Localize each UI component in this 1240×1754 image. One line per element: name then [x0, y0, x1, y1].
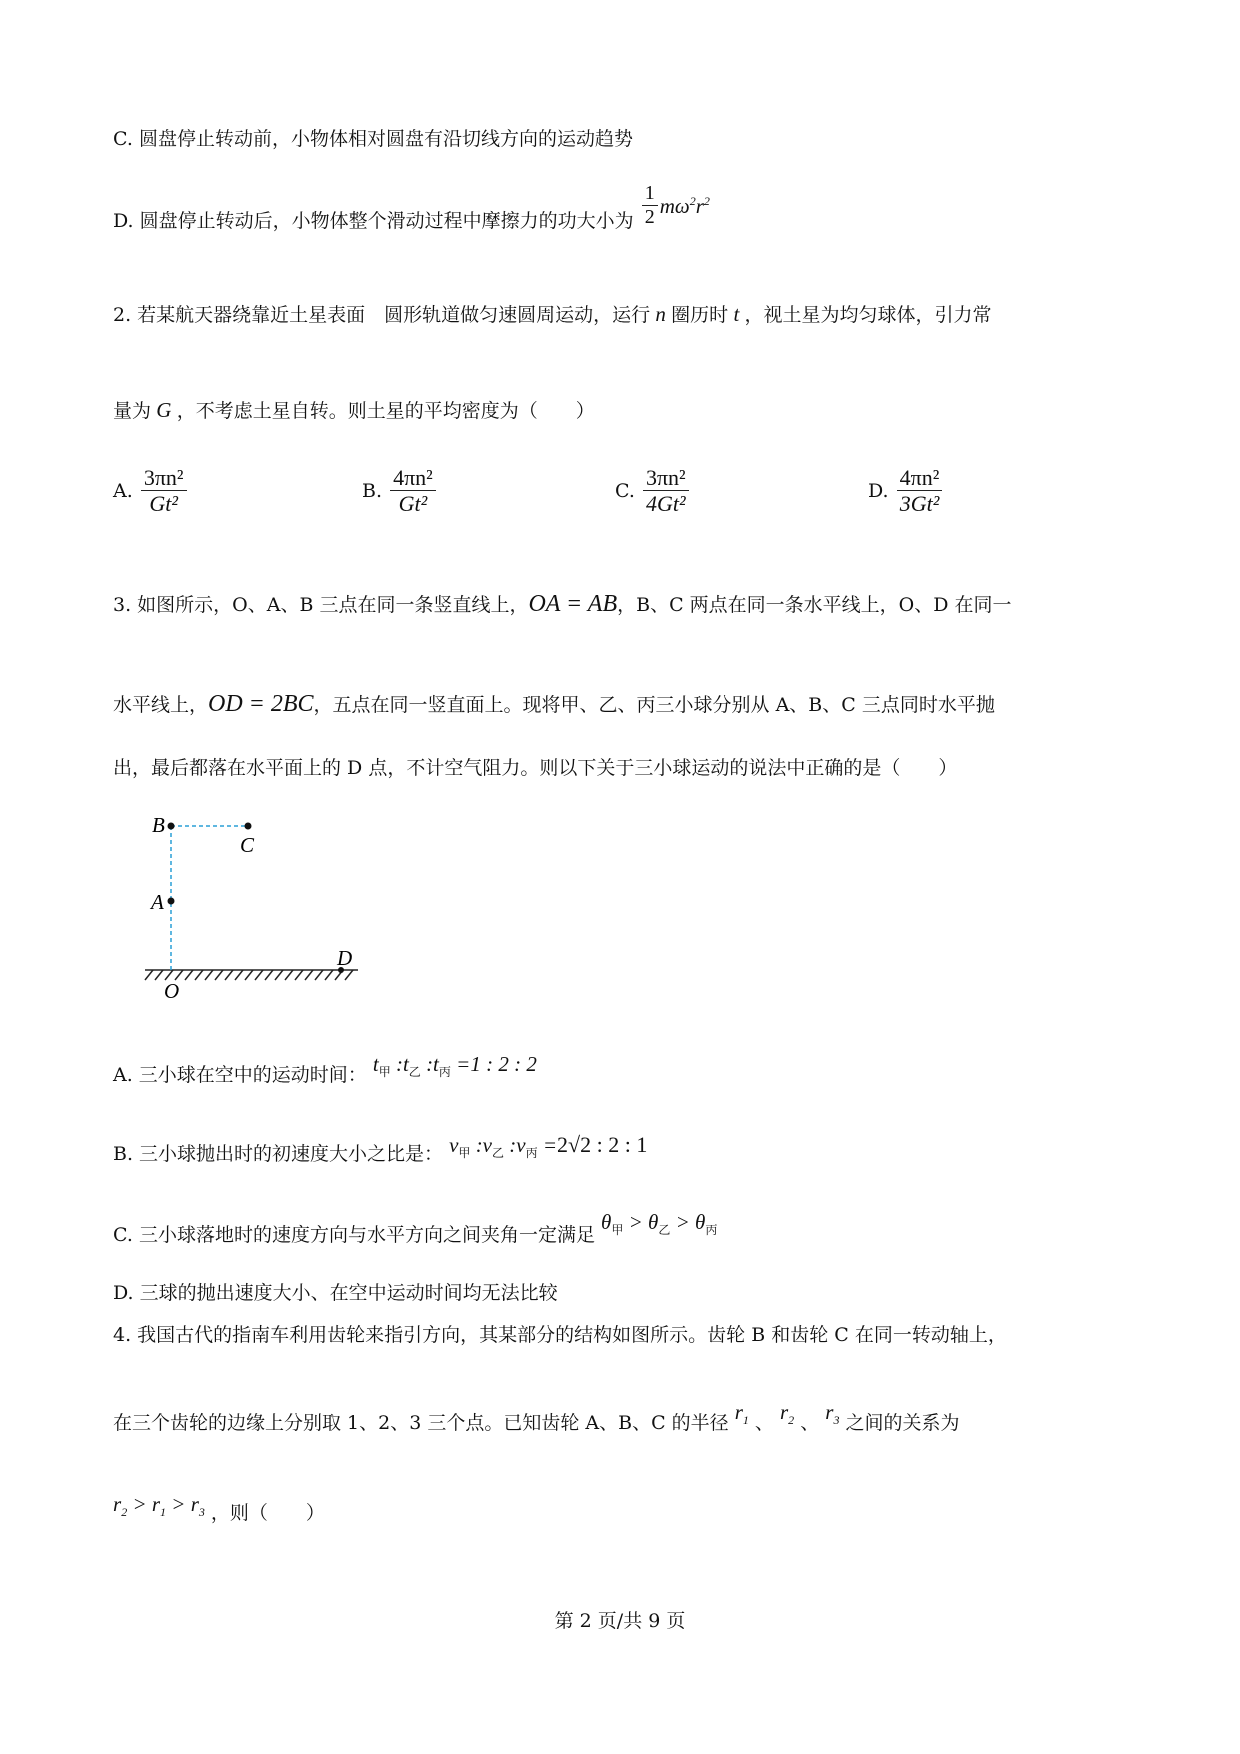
q4-stem-line3: $r_2 > r_1 > r_3$ ，则（ ）: [113, 1492, 325, 1524]
label-d: D: [337, 946, 353, 970]
q2-option-d: D. $\frac{\text{4πn²}}{\text{3Gt²}}$: [868, 465, 944, 517]
q1-option-d: D. 圆盘停止转动后，小物体整个滑动过程中摩擦力的功大小为 $\frac{1}{2}$ $m\omega^2r^2$: [113, 181, 710, 232]
point-a: [168, 898, 175, 905]
point-c: [245, 823, 252, 830]
q1-option-c: C. 圆盘停止转动前，小物体相对圆盘有沿切线方向的运动趋势: [113, 128, 633, 150]
q2-stem-line1: 2. 若某航天器绕靠近土星表面 圆形轨道做匀速圆周运动，运行 n 圈历时 t ，视土星为均匀球体，引力常: [113, 302, 992, 326]
q4-stem-line1: 4. 我国古代的指南车利用齿轮来指引方向，其某部分的结构如图所示。齿轮 B 和齿轮 C 在同一转动轴上，: [113, 1324, 1007, 1346]
label-c: C: [240, 833, 255, 857]
q3-option-a: A. 三小球在空中的运动时间： $t_甲$ $:t_乙$ $:t_丙 =1$ : 2 : 2: [113, 1052, 537, 1086]
label-b: B: [152, 813, 165, 837]
q1-option-d-text: D. 圆盘停止转动后，小物体整个滑动过程中摩擦力的功大小为: [113, 210, 634, 232]
label-o: O: [164, 979, 180, 1003]
q2-option-a: A. $\frac{\text{3πn²}}{\text{Gt²}}$: [113, 465, 189, 517]
q3-stem-line1: 3. 如图所示，O、A、B 三点在同一条竖直线上，OA = AB，B、C 两点在同一条水平线上，O、D 在同一: [113, 591, 1012, 617]
q2-stem-line2: 量为 G ，不考虑土星自转。则土星的平均密度为（ ）: [113, 398, 595, 422]
page-footer: 第 2 页/共 9 页: [554, 1610, 686, 1632]
label-a: A: [151, 890, 164, 914]
point-b: [168, 823, 175, 830]
q3-figure: [140, 808, 370, 1008]
q3-stem-line3: 出，最后都落在水平面上的 D 点，不计空气阻力。则以下关于三小球运动的说法中正确的是（ ）: [113, 757, 958, 779]
q3-option-b: B. 三小球抛出时的初速度大小之比是： $v_甲$ $:v_乙$ $:v_丙 =2√2$ : 2 : 1: [113, 1132, 648, 1165]
q2-option-b: B. $\frac{\text{4πn²}}{\text{Gt²}}$: [362, 465, 438, 517]
q4-stem-line2: 在三个齿轮的边缘上分别取 1、2、3 三个点。已知齿轮 A、B、C 的半径 $r_1$ 、 $r_2$ 、 $r_3$ 之间的关系为: [113, 1400, 960, 1434]
q3-option-c: C. 三小球落地时的速度方向与水平方向之间夹角一定满足 $\theta_甲 > \theta_乙 > \theta_丙$: [113, 1210, 718, 1246]
q1-option-d-formula: $\frac{1}{2}$: [642, 182, 658, 229]
q3-option-d: D. 三球的抛出速度大小、在空中运动时间均无法比较: [113, 1282, 558, 1304]
q3-stem-line2: 水平线上，OD = 2BC，五点在同一竖直面上。现将甲、乙、丙三小球分别从 A、B、C 三点同时水平抛: [113, 691, 995, 717]
q2-option-c: C. $\frac{\text{3πn²}}{\text{4Gt²}}$: [615, 465, 691, 517]
